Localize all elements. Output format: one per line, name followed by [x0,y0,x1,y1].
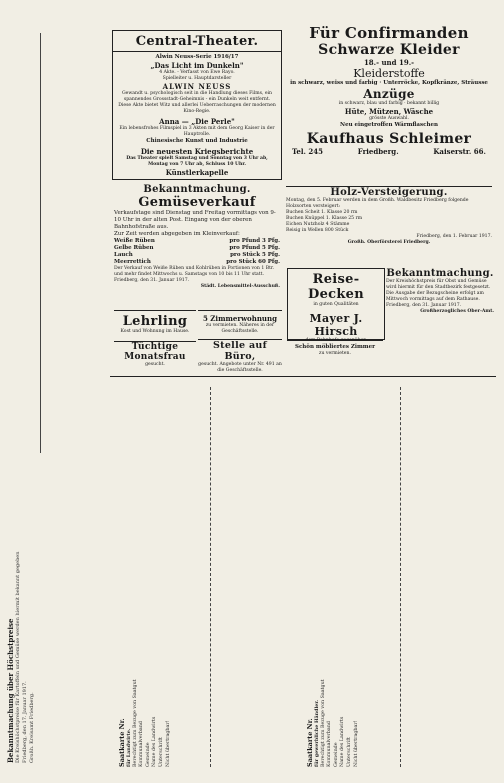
confirmanden-anzuge-note: in schwarz, blau und farbig · bekannt billig [338,101,440,106]
form-line: Kommunalverband [327,721,333,767]
monatsfrau-title: Tüchtige Monatsfrau [114,341,196,362]
form-line: Unterschrift [346,737,352,767]
gemuese-date: Friedberg, den 31. Januar 1917. [114,278,190,283]
monatsfrau-note: gesucht. [145,362,165,367]
gemuese-title: Bekanntmachung. [143,184,251,195]
holz-footer: Friedberg, den 1. Februar 1917. [416,234,492,239]
price-row: Gelbe Rüben pro Pfund 5 Pfg. [114,245,280,251]
store-name: Kaufhaus Schleimer [306,131,472,147]
confirmanden-new: Neu eingetroffen Wärmflaschen [340,122,438,128]
wohnung-note: zu vermieten. Näheres in der Geschäftsstelle. [205,323,275,334]
theater-second-note: Ein lebensfrohes Filmspiel in 3 Akten mit dem Georg Kaiser in der Hauptrolle. [119,126,275,137]
form2-sub: für gewerbliche Händler. [314,699,320,767]
left-strip-line: Friedberg, den 17. Januar 1917. [22,681,28,763]
holz-versteigerung [286,186,492,261]
form1-title: Saatkarte Nr. [118,718,126,767]
wohnung-title: 5 Zimmerwohnung [203,314,277,323]
zimmer-ad [287,340,383,371]
form-line: Nicht übertragbar! [353,720,359,767]
store-street: Kaiserstr. 66. [433,147,486,156]
store-address [284,147,494,156]
zimmer-note: zu vermieten. [319,351,351,356]
holz-line: Reisig in Wellen 800 Stück [286,228,349,233]
buero-note: gesucht. Angebote unter Nr. 491 an die Geschäftsstelle. [198,362,282,373]
confirmanden-prices: 18.- und 19.- [363,58,415,67]
form-line: Name des Landwirts [152,716,158,767]
left-strip-title: Bekanntmachung über Höchstpreise [6,618,15,763]
hirsch-title: Mayer J. Hirsch [309,312,363,338]
holz-line: Eichen Nutzholz 4 Stämme [286,222,350,227]
confirmanden-anzuge: Anzüge [363,87,415,101]
gemuese-heading: Gemüseverkauf [138,195,256,210]
gemuese-office: Städt. Lebensmittel-Ausschuß. [200,284,280,289]
gemuese-price-list [114,238,280,266]
theater-news: Die neuesten Kriegsberichte [140,147,254,156]
confirmanden-ad [284,22,494,184]
bekanntmachung-2 [386,268,494,370]
saatkarte-forms [110,376,496,777]
theater-lead: ALWIN NEUSS [162,82,232,91]
theater-program: Das Theater spielt Samstag und Sonntag von 3 Uhr ab, Montag von 7 Uhr ab, Schluss 10 Uhr. [126,156,268,167]
holz-line: Buchen Scheit 1. Klasse 20 rm [286,210,358,215]
lehrling-note: Kost und Wohnung im Hause. [120,329,190,334]
theater-third: Chinesische Kunst und Industrie [146,138,248,144]
lehrling-ad [114,310,196,373]
form-line: Gemeinde [145,742,151,767]
theater-subtitle: Alwin Neuss-Serie 1916/17 [155,54,239,60]
gemuese-intro: Verkaufstage sind Dienstag und Freitag vormittags von 9-10 Uhr in der alten Post. Eingang von der oberen Bahnhofstraße aus. [114,210,276,230]
reise-note: in guten Qualitäten [313,302,359,307]
confirmanden-hats-note: grösste Auswahl. [369,116,409,121]
holz-intro: Montag, den 5. Februar werden in dem Großh. Waldbesitz Friedberg folgende Holzsorten versteigert: [286,198,469,209]
reise-decken-ad [287,268,385,340]
left-strip-line: Großh. Kreisamt Friedberg. [29,692,35,763]
central-theater-ad [112,30,282,180]
theater-film: „Das Licht im Dunkeln" [150,61,244,70]
theater-title: Central-Theater. [135,34,259,49]
theater-second: Anna — „Die Perle" [159,117,235,126]
confirmanden-title-2: Schwarze Kleider [318,42,460,58]
price-row: Meerrettich pro Stück 60 Pfg. [114,259,280,265]
form-line: Name des Landwirts [340,716,346,767]
left-margin-column [0,0,108,783]
left-strip-divider [40,33,41,453]
holz-title: Holz-Versteigerung. [330,187,448,198]
gemuese-bekanntmachung [114,184,280,306]
bek2-title: Bekanntmachung. [386,268,494,279]
theater-desc: Gewandt u. psychologisch seit in die Handlung dieses Films, ein spannendes Grossstadt-Geheimnis - ein Dunkeln weit entfernt. Diese Akte bietet Witz und allerlei Ueberraschungen der modernen Kino-Regie. [118,91,276,114]
holz-office: Großh. Oberförsterei Friedberg. [347,240,431,245]
form1-sub: für Landwirte. [126,728,132,767]
store-city: Friedberg. [357,147,399,156]
left-strip-line: Die Kreishöchstpreise für Kartoffeln und Gemüse werden hiermit bekannt gegeben [15,551,21,763]
theater-cast: Spielleiter u. Hauptdarsteller [162,76,232,81]
wohnung-ad [198,310,282,373]
price-row: Lauch pro Stück 5 Pfg. [114,252,280,258]
store-tel: Tel. 245 [292,147,324,156]
form2-title: Saatkarte Nr. [306,718,314,767]
form-line: Berechtigt zum Bezuge von Saatgut [320,679,326,767]
confirmanden-sub: Kleiderstoffe [353,67,425,80]
confirmanden-title-1: Für Confirmanden [309,24,469,42]
bek2-text: Der Kreishöchstpreis für Obst und Gemüse wird hiermit für den Stadtbezirk festgesetzt. Die Ausgabe der Bezugscheine erfolgt am Mittwoch vormittags auf dem Rathause. [386,279,491,302]
theater-film-note: 4 Akte. - Verfasst von Ewe Rayo. [159,70,235,75]
confirmanden-hats: Hüte, Mützen, Wäsche [344,107,434,116]
form-line: Unterschrift [158,737,164,767]
price-row: Weiße Rüben pro Pfund 3 Pfg. [114,238,280,244]
gemuese-prices-intro: Zur Zeit werden abgegeben im Kleinverkauf: [114,231,240,237]
form-line: Berechtigt zum Bezuge von Saatgut [132,679,138,767]
theater-music: Künstlerkapelle [165,168,229,177]
form-line: Nicht übertragbar! [165,720,171,767]
bek2-office: Großherzogliches Ober-Amt. [420,309,494,314]
bek2-date: Friedberg, den 31. Januar 1917. [386,303,462,308]
holz-line: Buchen Knüppel 1. Klasse 25 rm [286,216,363,221]
form-line: Kommunalverband [139,721,145,767]
reise-title: Reise-Decken [308,272,364,302]
form-line: Gemeinde [333,742,339,767]
gemuese-note: Der Verkauf von Weiße Rüben und Kohlrüben in Portionen von 1 Btr. und mehr findet Mittwochs u. Samstags von 10 bis 11 Uhr statt. [114,266,275,277]
confirmanden-items: in schwarz, weiss und farbig · Unterröcke, Kopfkränze, Sträusse [290,80,488,86]
buero-title: Stelle auf Büro, [198,339,282,362]
lehrling-title: Lehrling [122,314,188,329]
zimmer-title: Schön möbliertes Zimmer [294,344,375,350]
